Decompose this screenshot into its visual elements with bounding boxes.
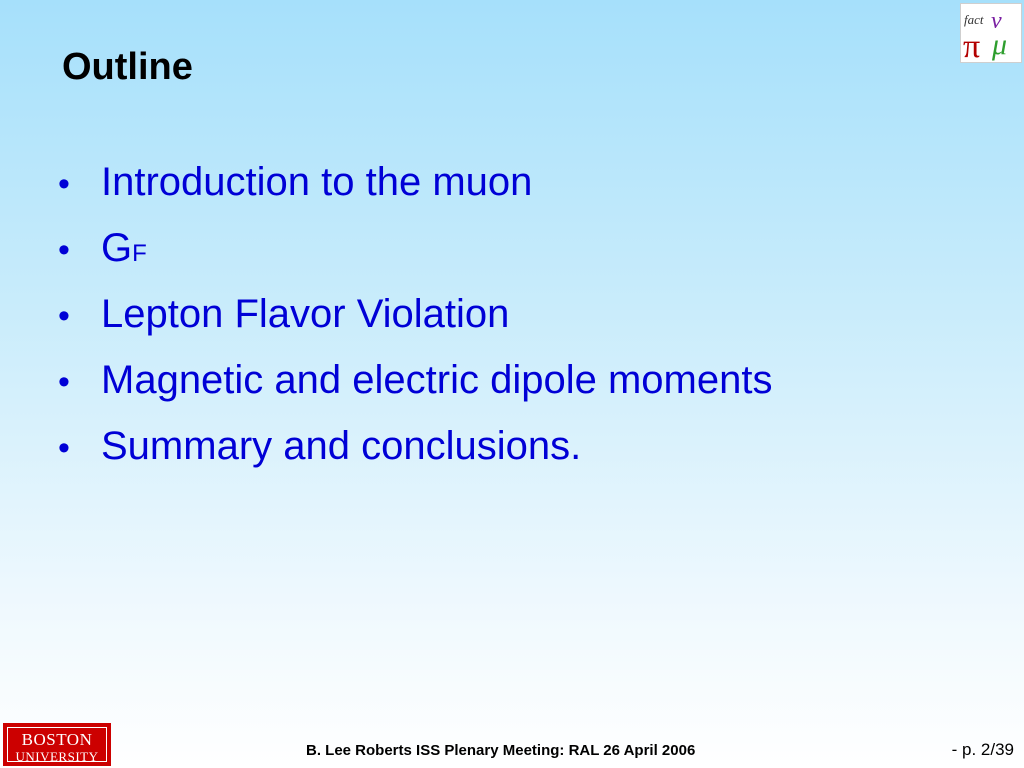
list-item-text: Magnetic and electric dipole moments: [101, 358, 773, 402]
list-item: [58, 358, 772, 424]
bu-logo-frame: [7, 727, 107, 762]
boston-university-logo: [3, 723, 111, 766]
bu-logo-line1: BOSTON: [21, 730, 93, 749]
bullet-icon: •: [58, 363, 70, 401]
fact-logo-nu: ν: [991, 8, 1002, 34]
list-item-text: Introduction to the muon: [101, 160, 533, 204]
list-item: [58, 292, 772, 358]
bu-logo-line2: UNIVERSITY: [15, 749, 99, 764]
bullet-icon: •: [58, 297, 70, 335]
list-item: [58, 160, 772, 226]
fact-logo-text: fact: [964, 12, 984, 27]
list-item-text: G: [101, 226, 133, 270]
outline-list: [58, 160, 772, 490]
bullet-icon: •: [58, 429, 70, 467]
fact-logo-mu: μ: [992, 28, 1008, 61]
list-item-subscript: F: [132, 240, 147, 267]
list-item-text: Lepton Flavor Violation: [101, 292, 510, 336]
list-item: [58, 424, 772, 490]
slide-title: Outline: [62, 46, 193, 88]
fact-logo-graphic: [961, 4, 1021, 62]
bullet-icon: •: [58, 231, 70, 269]
list-item: [58, 226, 772, 292]
fact-logo-pi: π: [963, 28, 981, 62]
list-item-text: Summary and conclusions.: [101, 424, 582, 468]
bullet-icon: •: [58, 165, 70, 203]
fact-logo: [960, 3, 1022, 63]
footer-page-number: - p. 2/39: [951, 740, 1014, 759]
footer-presenter-info: B. Lee Roberts ISS Plenary Meeting: RAL 26 April 2006: [306, 742, 696, 759]
